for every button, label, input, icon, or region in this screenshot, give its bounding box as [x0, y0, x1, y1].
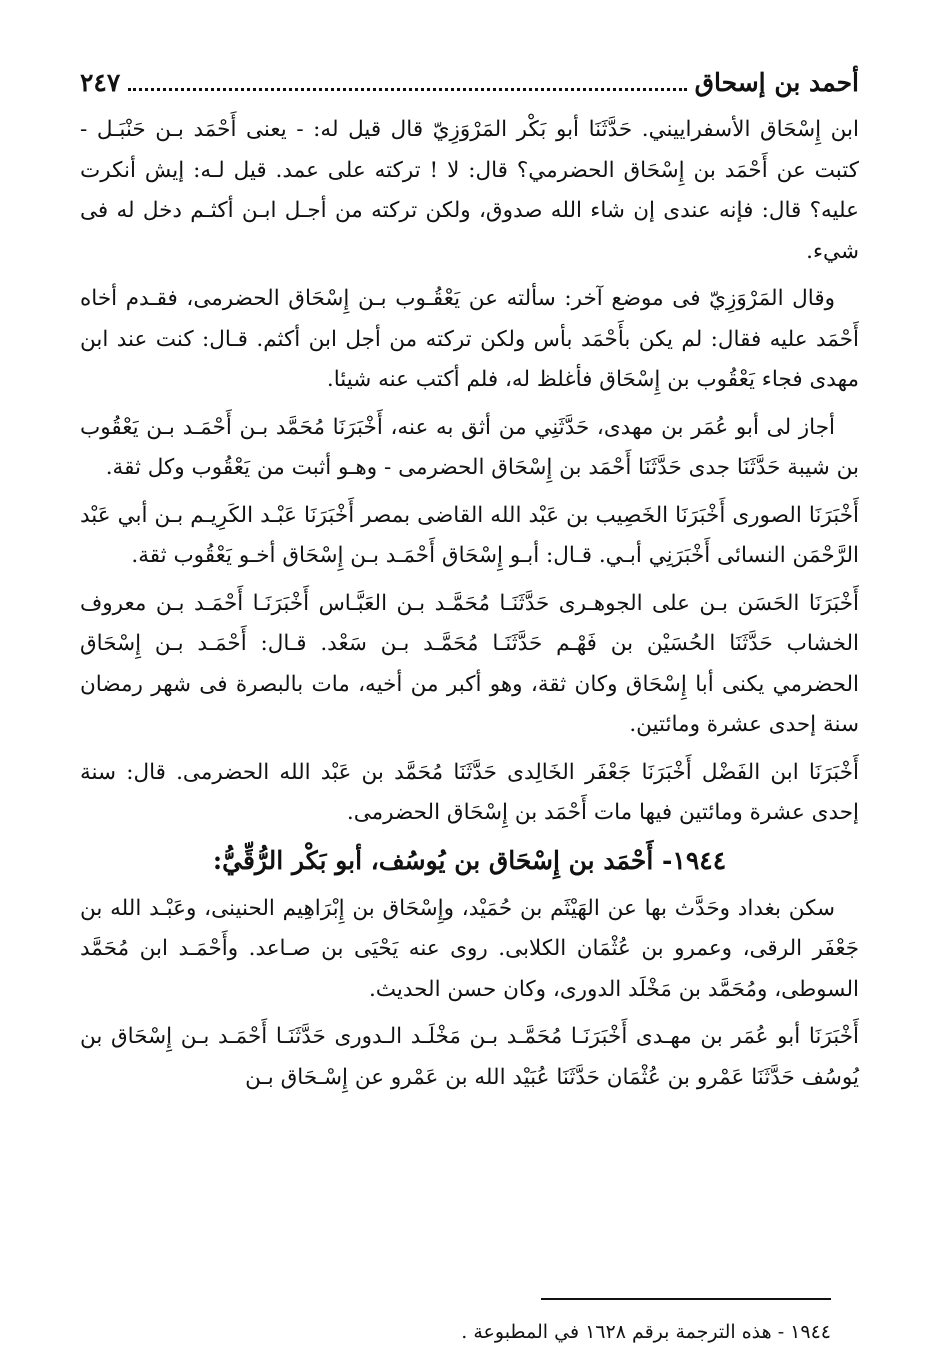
entry-heading: ١٩٤٤- أَحْمَد بن إِسْحَاق بن يُوسُف، أبو بَكْر الرُّقِّيُّ:: [212, 845, 727, 875]
running-title: أحمد بن إسحاق: [694, 68, 859, 97]
paragraph: أَخْبَرَنَا الصورى أَخْبَرَنَا الخَصِيب بن عَبْد الله القاضى بمصر أَخْبَرَنَا عَبْـد الكَرِيـم بـن أبي عَبْد الرَّحْمَن النسائى أَخْبَرَنِي أبـي. قـال: أبـو إِسْحَاق أَحْمَـد بـن إِسْحَاق أخـو يَعْقُوب ثقة.: [80, 502, 859, 568]
page-number: ٢٤٧: [80, 68, 121, 97]
body-text: [80, 110, 859, 1105]
footnote-rule: [541, 1298, 831, 1300]
paragraph: أجاز لى أبو عُمَر بن مهدى، حَدَّثَنِي من أثق به عنه، أَخْبَرَنَا مُحَمَّد بـن أَحْمَـد بـن يَعْقُوب بن شيبة حَدَّثَنَا جدى حَدَّثَنَا أَحْمَد بن إِسْحَاق الحضرمى - وهـو أثبت من يَعْقُوب وكل ثقة.: [80, 414, 859, 480]
leader-dots: [128, 88, 686, 91]
paragraph: ابن إِسْحَاق الأسفراييني. حَدَّثَنَا أبو بَكْر المَرْوَزِيّ قال قيل له: - يعنى أَحْمَد بـن حَنْبَـل - كتبت عن أَحْمَد بن إِسْحَاق الحضرمي؟ قال: لا ! تركته على عمد. قيل لـه: إيش أنكرت عليه؟ قال: فإنه عندى إن شاء الله صدوق، ولكن تركته من أجـل ابـن أكثـم دخل له فى شيء.: [80, 117, 859, 264]
paragraph: أَخْبَرَنَا ابن الفَضْل أَخْبَرَنَا جَعْفَر الخَالِدى حَدَّثَنَا مُحَمَّد بن عَبْد الله الحضرمى. قال: سنة إحدى عشرة ومائتين فيها مات أَحْمَد بن إِسْحَاق الحضرمى.: [80, 759, 859, 825]
paragraph: أَخْبَرَنَا أبو عُمَر بن مهـدى أَخْبَرَنَـا مُحَمَّـد بـن مَخْلَـد الـدورى حَدَّثَنَـا أَحْمَـد بـن إِسْحَاق بن يُوسُف حَدَّثَنَا عَمْرو بن عُثْمَان حَدَّثَنَا عُبَيْد الله بن عَمْرو عن إِسْـحَاق بـن: [80, 1024, 859, 1090]
paragraph: وقال المَرْوَزِيّ فى موضع آخر: سألته عن يَعْقُـوب بـن إِسْحَاق الحضرمى، فقـدم أخاه أَحْمَد عليه فقال: لم يكن بأَحْمَد بأس ولكن تركته من أجل ابن أكثم. قـال: كنت عند ابن مهدى فجاء يَعْقُوب بن إِسْحَاق فأغلظ له، فلم أكتب عنه شيئا.: [80, 286, 859, 392]
footnote: ١٩٤٤ - هذه الترجمة برقم ١٦٢٨ في المطبوعة .: [461, 1321, 831, 1343]
running-head: [80, 66, 859, 100]
paragraph: أَخْبَرَنَا الحَسَن بـن على الجوهـرى حَدَّثَنَـا مُحَمَّـد بـن العَبَّـاس أَخْبَرَنَـا أَحْمَـد بـن معروف الخشاب حَدَّثَنَا الحُسَيْن بن فَهْـم حَدَّثَنَـا مُحَمَّـد بـن سَعْد. قـال: أَحْمَـد بـن إِسْحَاق الحضرمي يكنى أبا إِسْحَاق وكان ثقة، وهو أكبر من أخيه، مات بالبصرة فى شهر رمضان سنة إحدى عشرة ومائتين.: [80, 590, 859, 737]
paragraph: سكن بغداد وحَدَّث بها عن الهَيْثَم بن حُمَيْد، وإِسْحَاق بن إِبْرَاهِيم الحنينى، وعَبْـد الله بن جَعْفَر الرقى، وعمرو بن عُثْمَان الكلابى. روى عنه يَحْيَى بن صـاعد. وأَحْمَـد ابن مُحَمَّد السوطى، ومُحَمَّد بن مَخْلَد الدورى، وكان حسن الحديث.: [80, 895, 859, 1002]
